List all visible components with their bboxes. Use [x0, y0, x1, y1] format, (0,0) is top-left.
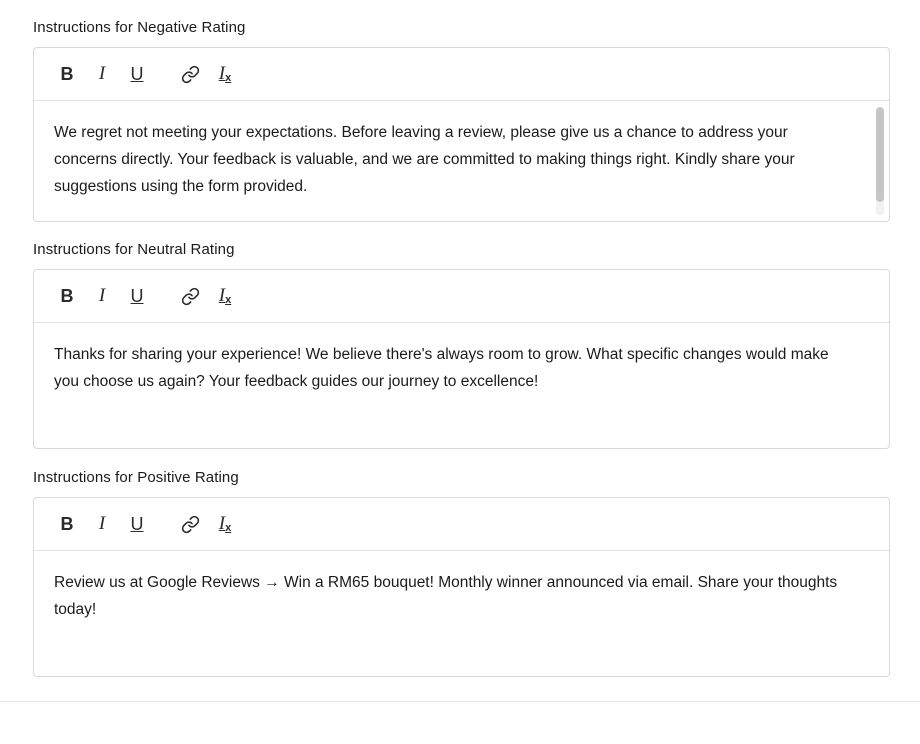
clear-formatting-glyph: I — [218, 285, 226, 306]
bold-button[interactable]: B — [60, 513, 74, 534]
label-negative-rating: Instructions for Negative Rating — [33, 19, 246, 36]
editor-text-negative: We regret not meeting your expectations. Before leaving a review, please give us a chance to address your concerns directly. Your feedback is valuable, and we are committed to making things right. Kindly share your suggestions using the form provided. — [54, 124, 795, 195]
underline-button[interactable]: U — [130, 63, 144, 84]
italic-button[interactable]: I — [98, 513, 106, 534]
underline-button[interactable]: U — [130, 285, 144, 306]
bold-button[interactable]: B — [60, 63, 74, 84]
clear-formatting-subscript: x — [225, 72, 232, 84]
clear-formatting-subscript: x — [225, 294, 232, 306]
field-positive-rating — [33, 468, 890, 677]
underline-button[interactable]: U — [130, 513, 144, 534]
italic-button[interactable]: I — [98, 63, 106, 84]
spacer — [33, 449, 890, 468]
label-positive-rating: Instructions for Positive Rating — [33, 469, 239, 486]
editor-content-neutral[interactable] — [34, 323, 889, 448]
link-icon[interactable] — [175, 59, 205, 89]
rich-text-editor-negative[interactable] — [33, 47, 890, 222]
italic-button[interactable]: I — [98, 285, 106, 306]
link-icon[interactable] — [175, 281, 205, 311]
clear-formatting-button[interactable] — [210, 281, 240, 311]
editor-text-positive: Review us at Google Reviews → Win a RM65 bouquet! Monthly winner announced via email. Share your thoughts today! — [54, 574, 838, 618]
link-icon[interactable] — [175, 509, 205, 539]
editor-toolbar-positive — [34, 498, 889, 551]
rich-text-editor-neutral[interactable] — [33, 269, 890, 449]
section-divider — [0, 701, 920, 702]
field-negative-rating — [33, 18, 890, 222]
clear-formatting-subscript: x — [225, 522, 232, 534]
label-neutral-rating: Instructions for Neutral Rating — [33, 241, 235, 258]
clear-formatting-button[interactable] — [210, 59, 240, 89]
editor-content-negative[interactable] — [34, 101, 889, 221]
editor-toolbar-negative — [34, 48, 889, 101]
editor-text-neutral: Thanks for sharing your experience! We believe there's always room to grow. What specific changes would make you choose us again? Your feedback guides our journey to excellence! — [54, 346, 829, 390]
editor-content-positive[interactable] — [34, 551, 889, 676]
spacer — [33, 222, 890, 240]
editor-scrollbar-thumb[interactable] — [876, 107, 884, 202]
rich-text-editor-positive[interactable] — [33, 497, 890, 677]
field-neutral-rating — [33, 240, 890, 449]
clear-formatting-glyph: I — [218, 63, 226, 84]
clear-formatting-button[interactable] — [210, 509, 240, 539]
editor-toolbar-neutral — [34, 270, 889, 323]
bold-button[interactable]: B — [60, 285, 74, 306]
clear-formatting-glyph: I — [218, 513, 226, 534]
